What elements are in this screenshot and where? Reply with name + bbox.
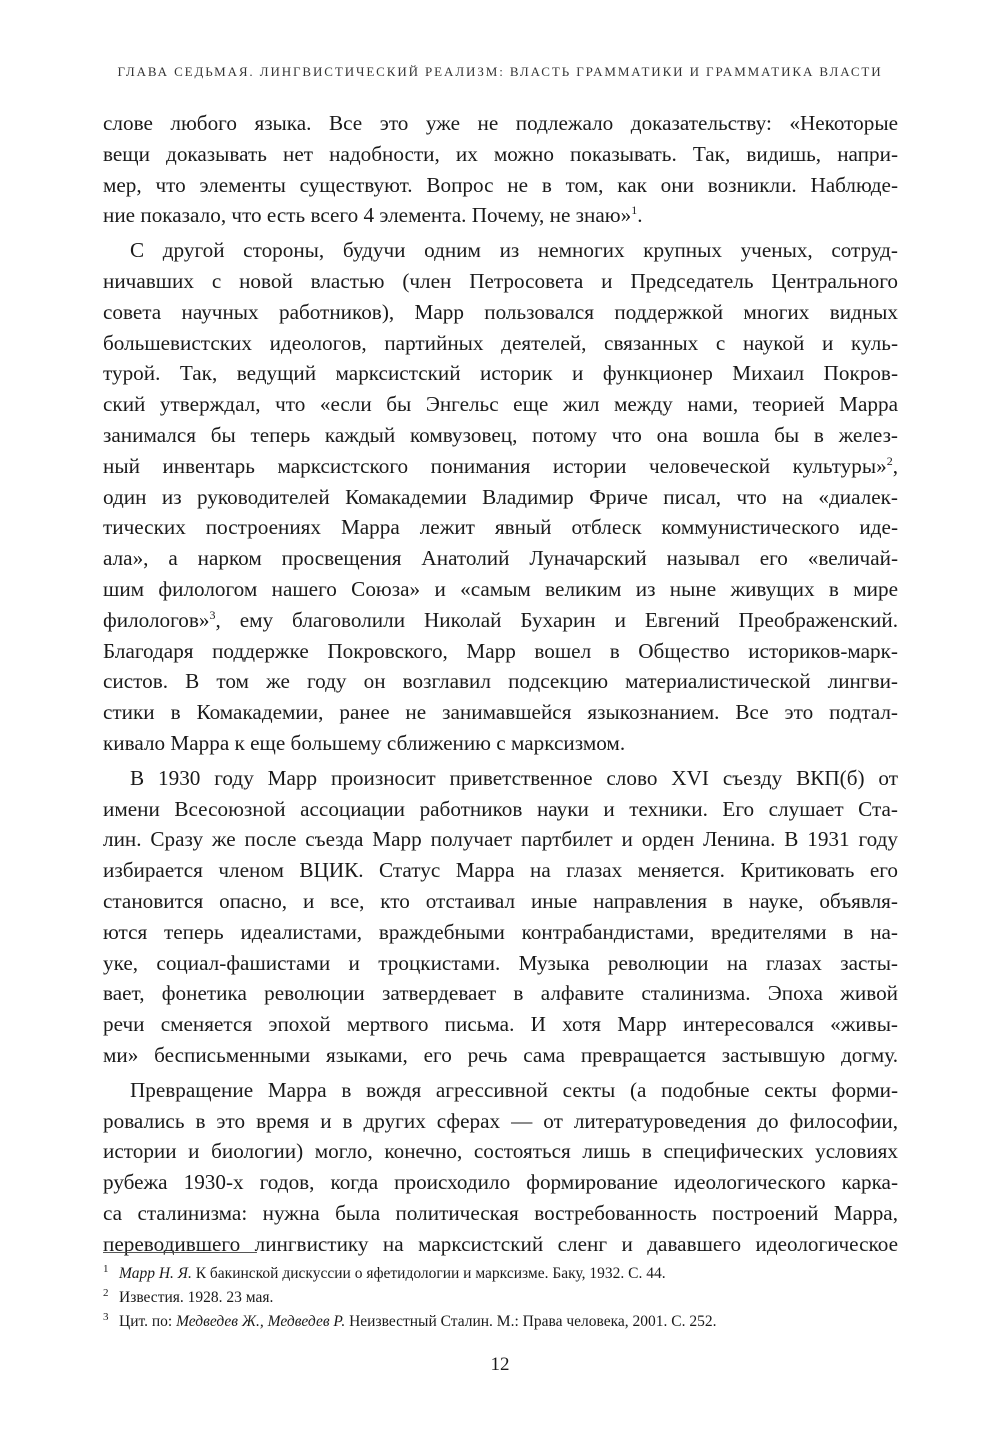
footnote-ref-2[interactable]: 2 [886,453,893,468]
footnote-2: 2 Известия. 1928. 23 мая. [103,1286,274,1306]
text-line: вает, фонетика революции затвердевает в алфавите сталинизма. Эпоха живой [103,981,898,1006]
text-line [103,451,898,482]
footnotes [103,1262,898,1334]
footnote-1: 1 Марр Н. Я. К бакинской дискуссии о яфетидологии и марксизме. Баку, 1932. С. 44. [103,1262,666,1282]
text-line: стики в Комакадемии, ранее не занимавшейся языкознанием. Все это подтал- [103,700,898,725]
text-line: шим филологом нашего Союза» и «самым великим из ныне живущих в мире [103,576,898,601]
text-line: большевистских идеологов, партийных деятелей, связанных с наукой и куль- [103,330,898,355]
text-line: кивало Марра к еще большему сближению с марксизмом. [103,730,626,755]
text-line: ровались в это время и в других сферах — от литературоведения до философии, [103,1108,898,1133]
text-line: один из руководителей Комакадемии Владимир Фриче писал, что на «диалек- [103,484,898,509]
text-line: совета научных работников), Марр пользовался поддержкой многих видных [103,299,898,324]
text-line: С другой стороны, будучи одним из немногих крупных ученых, сотруд- [130,238,898,263]
text-line: вещи доказывать нет надобности, их можно показывать. Так, видишь, напри- [103,141,898,166]
footnote-author: Медведев Ж., Медведев Р. [176,1313,346,1330]
text-line: са сталинизма: нужна была политическая востребованность построений Марра, [103,1200,898,1225]
text-line: уке, социал-фашистами и троцкистами. Музыка революции на глазах засты- [103,950,898,975]
text-line: переводившего лингвистику на марксистский сленг и дававшего идеологическое [103,1231,898,1256]
text-line [103,200,898,231]
text-line: В 1930 году Марр произносит приветственное слово XVI съезду ВКП(б) от [130,765,898,790]
text-line [103,605,898,636]
text-line: занимался бы теперь каждый комвузовец, потому что она вошла бы в желез- [103,422,898,447]
text-segment: , [892,453,898,478]
running-head: ГЛАВА СЕДЬМАЯ. ЛИНГВИСТИЧЕСКИЙ РЕАЛИЗМ: ВЛАСТЬ ГРАММАТИКИ И ГРАММАТИКА ВЛАСТИ [117,64,883,79]
footnote-prefix: Цит. по: [119,1313,177,1330]
paragraph-2 [103,235,898,759]
paragraph-1 [103,108,898,231]
footnote-3: 3 Цит. по: Медведев Ж., Медведев Р. Неизвестный Сталин. М.: Права человека, 2001. С. 252. [103,1310,717,1330]
footnote-text: К бакинской дискуссии о яфетидологии и марксизме. Баку, 1932. С. 44. [191,1265,666,1282]
text-segment: . [637,203,643,228]
text-line: Благодаря поддержке Покровского, Марр вошел в Общество историков-марк- [103,638,898,663]
body-text [103,108,898,1263]
text-segment: филологов» [103,607,210,632]
text-line: Превращение Марра в вождя агрессивной секты (а подобные секты форми- [130,1077,898,1102]
text-line: имени Всесоюзной ассоциации работников науки и техники. Его слушает Ста- [103,796,898,821]
text-segment: ние показало, что есть всего 4 элемента. Почему, не знаю» [103,203,632,228]
text-line: тических построениях Марра лежит явный отблеск коммунистического иде- [103,515,898,540]
page-number: 12 [490,1354,510,1375]
text-line: ми» бесписьменными языками, его речь сама превращается застывшую догму. [103,1042,898,1067]
text-line: ский утверждал, что «если бы Энгельс еще жил между нами, теорией Марра [103,392,898,417]
footnote-author: Марр Н. Я. [119,1265,192,1282]
text-line: мер, что элементы существуют. Вопрос не в том, как они возникли. Наблюде- [103,172,898,197]
text-line: речи сменяется эпохой мертвого письма. И хотя Марр интересовался «живы- [103,1012,898,1037]
text-segment: ный инвентарь марксистского понимания истории человеческой культуры» [103,453,887,478]
footnote-text: Известия. 1928. 23 мая. [119,1289,274,1306]
paragraph-3 [103,763,898,1071]
paragraph-4 [103,1075,898,1260]
text-line: ются теперь идеалистами, враждебными контрабандистами, вредителями в на- [103,919,898,944]
text-line: ала», а нарком просвещения Анатолий Луначарский называл его «величай- [103,546,898,571]
footnote-text: Неизвестный Сталин. М.: Права человека, 2001. С. 252. [345,1313,717,1330]
text-line: становится опасно, и все, кто отстаивал иные направления в науке, объявля- [103,888,898,913]
text-line: турой. Так, ведущий марксистский историк и функционер Михаил Покров- [103,361,898,386]
text-line: истории и биологии) могло, конечно, состояться лишь в специфических условиях [103,1139,898,1164]
footnote-ref-3[interactable]: 3 [209,607,216,622]
footnote-ref-1[interactable]: 1 [631,203,638,218]
text-line: избирается членом ВЦИК. Статус Марра на глазах меняется. Критиковать его [103,858,898,883]
text-line: слове любого языка. Все это уже не подлежало доказательству: «Некоторые [103,111,898,135]
text-segment: , ему благоволили Николай Бухарин и Евгений Преображенский. [215,607,898,632]
text-line: ничавших с новой властью (член Петросовета и Председатель Центрального [103,268,898,293]
footnote-divider [103,1252,257,1253]
text-line: лин. Сразу же после съезда Марр получает партбилет и орден Ленина. В 1931 году [103,827,898,852]
text-line: систов. В том же году он возглавил подсекцию материалистической лингви- [103,669,898,694]
text-line: рубежа 1930-х годов, когда происходило формирование идеологического карка- [103,1170,898,1195]
